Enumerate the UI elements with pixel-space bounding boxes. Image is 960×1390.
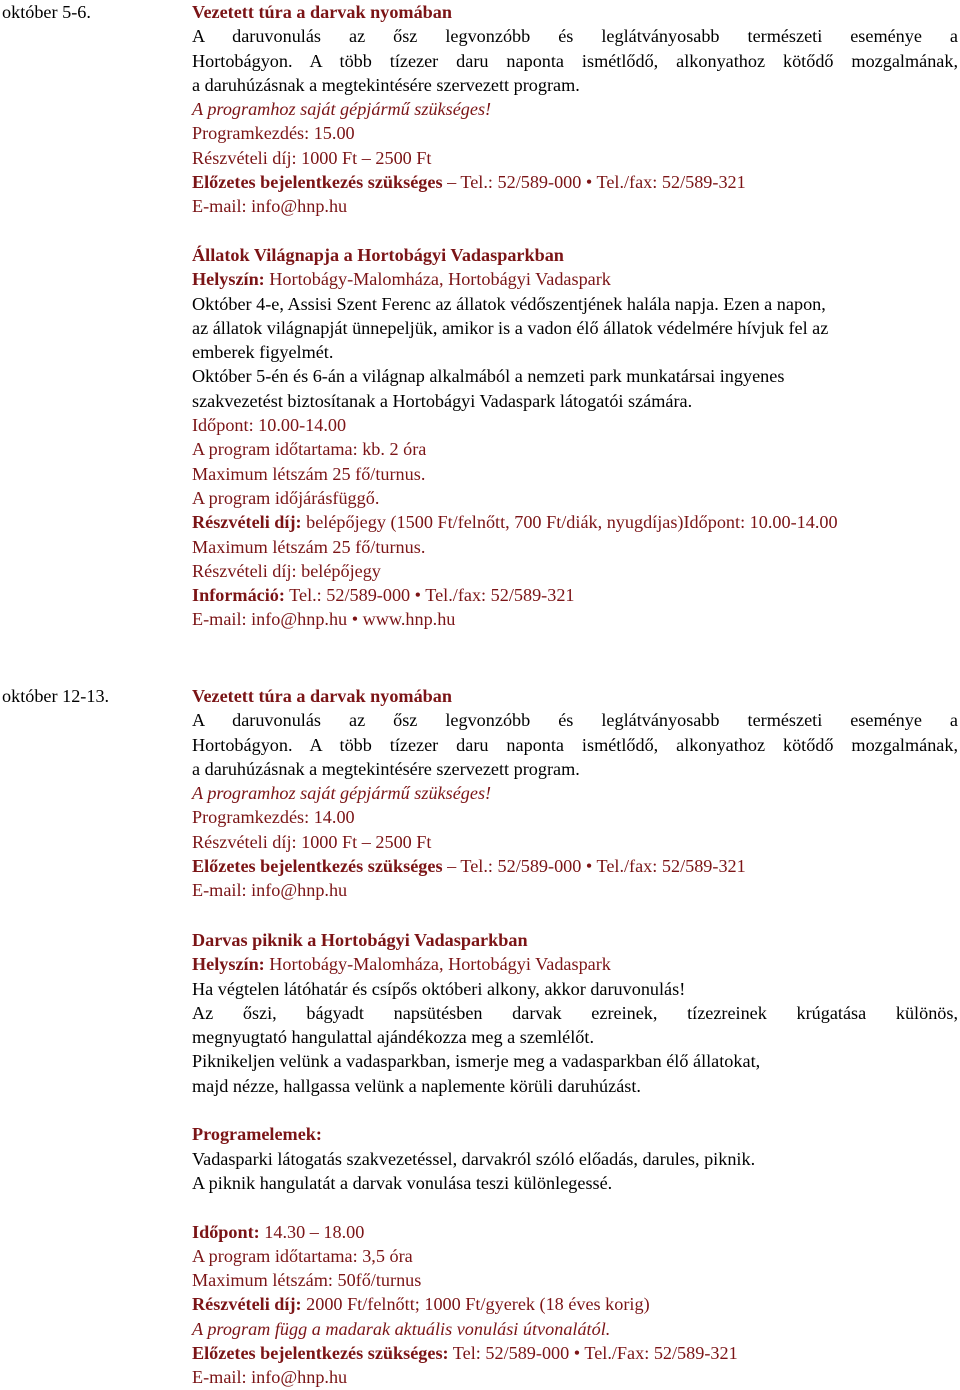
fee-value: 2000 Ft/felnőtt; 1000 Ft/gyerek (18 éves korig) <box>301 1294 650 1315</box>
event-description-line: a daruhúzásnak a megtekintésére szervezett program. <box>192 758 580 779</box>
date-label: október 5-6. <box>2 2 91 22</box>
registration-line <box>192 170 958 194</box>
car-note: A programhoz saját gépjármű szükséges! <box>192 99 492 120</box>
date-label: október 12-13. <box>2 686 110 706</box>
migration-note: A program függ a madarak aktuális vonulási útvonalától. <box>192 1318 611 1339</box>
registration-phones: Tel: 52/589-000 • Tel./Fax: 52/589-321 <box>448 1343 738 1364</box>
event-title: Vezetett túra a darvak nyomában <box>192 2 452 22</box>
registration-label: Előzetes bejelentkezés szükséges <box>192 856 443 877</box>
spacer <box>192 1098 958 1122</box>
event-title: Vezetett túra a darvak nyomában <box>192 686 452 706</box>
event-description-line: Az őszi, bágyadt napsütésben darvak ezreinek, tízezreinek krúgatása különös, <box>192 1002 958 1023</box>
event-description-line: A daruvonulás az ősz legvonzóbb és leglátványosabb természeti eseménye a <box>192 710 958 731</box>
email-web: E-mail: info@hnp.hu • www.hnp.hu <box>192 609 456 630</box>
event-description-line: Október 5-én és 6-án a világnap alkalmából a nemzeti park munkatársai ingyenes <box>192 366 785 387</box>
event-crane-tour-2 <box>192 684 958 903</box>
venue-line <box>192 267 958 291</box>
fee: Részvételi díj: belépőjegy <box>192 560 381 581</box>
info-label: Információ: <box>192 585 285 606</box>
event-description-line: a daruhúzásnak a megtekintésére szervezett program. <box>192 74 580 95</box>
spacer <box>192 1195 958 1219</box>
event-description-line: megnyugtató hangulattal ajándékozza meg a szemlélőt. <box>192 1027 594 1048</box>
fee-value: belépőjegy (1500 Ft/felnőtt, 700 Ft/diák, nyugdíjas)Időpont: 10.00-14.00 <box>301 512 838 533</box>
registration-label: Előzetes bejelentkezés szükséges <box>192 172 443 193</box>
duration: A program időtartama: kb. 2 óra <box>192 439 427 460</box>
registration-line <box>192 1341 958 1365</box>
registration-phones: – Tel.: 52/589-000 • Tel./fax: 52/589-321 <box>442 856 746 877</box>
venue-line <box>192 952 958 976</box>
weather-note: A program időjárásfüggő. <box>192 487 380 508</box>
event-title: Állatok Világnapja a Hortobágyi Vadasparkban <box>192 245 564 265</box>
venue: Hortobágy-Malomháza, Hortobágyi Vadaspark <box>264 954 611 975</box>
start-time: Programkezdés: 14.00 <box>192 807 355 828</box>
max-participants: Maximum létszám 25 fő/turnus. <box>192 536 426 557</box>
info-line <box>192 583 958 607</box>
time-label: Időpont: <box>192 1221 260 1242</box>
car-note: A programhoz saját gépjármű szükséges! <box>192 783 492 804</box>
event-description-line: Hortobágyon. A több tízezer daru naponta ismétlődő, alkonyathoz kötődő mozgalmának, <box>192 50 958 71</box>
event-description-line: Hortobágyon. A több tízezer daru naponta ismétlődő, alkonyathoz kötődő mozgalmának, <box>192 734 958 755</box>
registration-label: Előzetes bejelentkezés szükséges: <box>192 1343 449 1364</box>
time: Időpont: 10.00-14.00 <box>192 415 347 436</box>
program-elements-line: A piknik hangulatát a darvak vonulása teszi különlegessé. <box>192 1172 613 1193</box>
duration: A program időtartama: 3,5 óra <box>192 1245 413 1266</box>
email: E-mail: info@hnp.hu <box>192 196 348 217</box>
fee-label: Részvételi díj: <box>192 1294 302 1315</box>
fee-line <box>192 510 958 534</box>
event-title: Darvas piknik a Hortobágyi Vadasparkban <box>192 930 528 950</box>
max-participants: Maximum létszám: 50fő/turnus <box>192 1270 422 1291</box>
event-description-line: A daruvonulás az ősz legvonzóbb és leglátványosabb természeti eseménye a <box>192 26 958 47</box>
event-description-line: az állatok világnapját ünnepeljük, amikor is a vadon élő állatok védelmére hívjuk fel az <box>192 317 829 338</box>
info-phones: Tel.: 52/589-000 • Tel./fax: 52/589-321 <box>284 585 575 606</box>
event-animal-day <box>192 243 958 632</box>
event-description-line: Ha végtelen látóhatár és csípős októberi alkony, akkor daruvonulás! <box>192 978 686 999</box>
event-crane-tour-1 <box>192 0 958 219</box>
event-description-line: Piknikeljen velünk a vadasparkban, ismerje meg a vadasparkban élő állatokat, <box>192 1051 761 1072</box>
venue: Hortobágy-Malomháza, Hortobágyi Vadaspark <box>264 269 611 290</box>
fee: Részvételi díj: 1000 Ft – 2500 Ft <box>192 147 432 168</box>
event-crane-picnic <box>192 928 958 1390</box>
event-description-line: majd nézze, hallgassa velünk a naplemente körüli daruhúzást. <box>192 1075 641 1096</box>
time-value: 14.30 – 18.00 <box>259 1221 365 1242</box>
registration-line <box>192 854 958 878</box>
time-line <box>192 1220 958 1244</box>
event-description-line: szakvezetést biztosítanak a Hortobágyi Vadaspark látogatói számára. <box>192 390 693 411</box>
fee-line <box>192 1292 958 1316</box>
venue-label: Helyszín: <box>192 269 265 290</box>
event-description-line: emberek figyelmét. <box>192 342 334 363</box>
registration-phones: – Tel.: 52/589-000 • Tel./fax: 52/589-321 <box>442 172 746 193</box>
email: E-mail: info@hnp.hu <box>192 880 348 901</box>
fee: Részvételi díj: 1000 Ft – 2500 Ft <box>192 831 432 852</box>
fee-label: Részvételi díj: <box>192 512 302 533</box>
max-participants: Maximum létszám 25 fő/turnus. <box>192 463 426 484</box>
program-elements-label: Programelemek: <box>192 1124 322 1145</box>
event-description-line: Október 4-e, Assisi Szent Ferenc az állatok védőszentjének halála napja. Ezen a napon, <box>192 293 826 314</box>
email: E-mail: info@hnp.hu <box>192 1367 348 1388</box>
program-elements-line: Vadasparki látogatás szakvezetéssel, darvakról szóló előadás, darules, piknik. <box>192 1148 756 1169</box>
start-time: Programkezdés: 15.00 <box>192 123 355 144</box>
venue-label: Helyszín: <box>192 954 265 975</box>
